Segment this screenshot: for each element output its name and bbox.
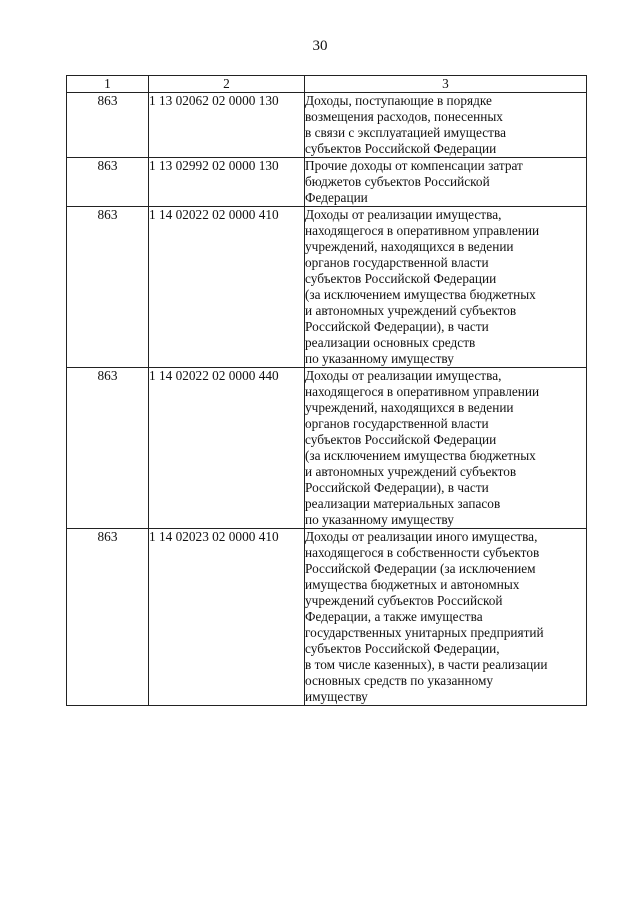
budget-code-cell: 1 13 02992 02 0000 130 bbox=[149, 158, 305, 207]
header-col-1: 1 bbox=[67, 76, 149, 93]
revenue-name-line: бюджетов субъектов Российской bbox=[305, 174, 490, 189]
revenue-name-line: (за исключением имущества бюджетных bbox=[305, 448, 536, 463]
revenue-name-line: находящегося в оперативном управлении bbox=[305, 384, 540, 399]
revenue-name-line: Доходы от реализации иного имущества, bbox=[305, 529, 538, 544]
revenue-name-line: Доходы от реализации имущества, bbox=[305, 207, 502, 222]
revenue-name-cell bbox=[305, 93, 587, 158]
revenue-name-line: Федерации bbox=[305, 190, 368, 205]
revenue-name-line: учреждений, находящихся в ведении bbox=[305, 239, 514, 254]
revenue-name-line: имущества бюджетных и автономных bbox=[305, 577, 520, 592]
revenue-name-line: учреждений, находящихся в ведении bbox=[305, 400, 514, 415]
page-number: 30 bbox=[312, 38, 328, 54]
revenue-name-line: субъектов Российской Федерации bbox=[305, 141, 497, 156]
revenue-name-line: реализации основных средств bbox=[305, 335, 476, 350]
revenue-name-line: Прочие доходы от компенсации затрат bbox=[305, 158, 523, 173]
revenue-name-line: Российской Федерации (за исключением bbox=[305, 561, 536, 576]
revenue-name-line: по указанному имуществу bbox=[305, 512, 454, 527]
revenue-name-line: субъектов Российской Федерации, bbox=[305, 641, 500, 656]
revenue-name-line: Доходы от реализации имущества, bbox=[305, 368, 502, 383]
revenue-name-line: реализации материальных запасов bbox=[305, 496, 501, 511]
table-header bbox=[67, 76, 587, 93]
revenue-name-line: (за исключением имущества бюджетных bbox=[305, 287, 536, 302]
revenue-name-line: Российской Федерации), в части bbox=[305, 319, 489, 334]
revenue-name-cell bbox=[305, 158, 587, 207]
revenue-name-line: органов государственной власти bbox=[305, 416, 489, 431]
revenue-name-line: Российской Федерации), в части bbox=[305, 480, 489, 495]
budget-code-cell: 1 14 02023 02 0000 410 bbox=[149, 529, 305, 706]
revenue-name-line: возмещения расходов, понесенных bbox=[305, 109, 503, 124]
revenue-name-line: органов государственной власти bbox=[305, 255, 489, 270]
revenue-name-line: и автономных учреждений субъектов bbox=[305, 303, 517, 318]
budget-code-cell: 1 13 02062 02 0000 130 bbox=[149, 93, 305, 158]
admin-code-cell: 863 bbox=[67, 207, 149, 368]
revenue-name-line: учреждений субъектов Российской bbox=[305, 593, 503, 608]
budget-code-cell: 1 14 02022 02 0000 410 bbox=[149, 207, 305, 368]
revenue-name-line: основных средств по указанному bbox=[305, 673, 494, 688]
header-col-3: 3 bbox=[305, 76, 587, 93]
revenue-name-cell bbox=[305, 529, 587, 706]
admin-code-cell: 863 bbox=[67, 93, 149, 158]
revenue-name-line: субъектов Российской Федерации bbox=[305, 432, 497, 447]
header-col-2: 2 bbox=[149, 76, 305, 93]
revenue-name-line: по указанному имуществу bbox=[305, 351, 454, 366]
revenue-name-line: Федерации, а также имущества bbox=[305, 609, 483, 624]
revenue-name-cell bbox=[305, 368, 587, 529]
admin-code-cell: 863 bbox=[67, 368, 149, 529]
revenue-name-line: и автономных учреждений субъектов bbox=[305, 464, 517, 479]
table-row bbox=[67, 207, 587, 368]
revenue-name-line: имуществу bbox=[305, 689, 368, 704]
revenue-name-line: государственных унитарных предприятий bbox=[305, 625, 544, 640]
revenue-name-cell bbox=[305, 207, 587, 368]
revenue-name-line: в том числе казенных), в части реализации bbox=[305, 657, 548, 672]
table-row bbox=[67, 529, 587, 706]
table-row bbox=[67, 158, 587, 207]
table-body bbox=[67, 93, 587, 706]
header-row bbox=[67, 76, 587, 93]
revenue-name-line: Доходы, поступающие в порядке bbox=[305, 93, 492, 108]
admin-code-cell: 863 bbox=[67, 158, 149, 207]
revenue-table bbox=[66, 75, 587, 706]
table-row bbox=[67, 93, 587, 158]
revenue-name-line: субъектов Российской Федерации bbox=[305, 271, 497, 286]
revenue-name-line: находящегося в собственности субъектов bbox=[305, 545, 540, 560]
revenue-name-line: в связи с эксплуатацией имущества bbox=[305, 125, 506, 140]
table-row bbox=[67, 368, 587, 529]
budget-code-cell: 1 14 02022 02 0000 440 bbox=[149, 368, 305, 529]
revenue-name-line: находящегося в оперативном управлении bbox=[305, 223, 540, 238]
admin-code-cell: 863 bbox=[67, 529, 149, 706]
